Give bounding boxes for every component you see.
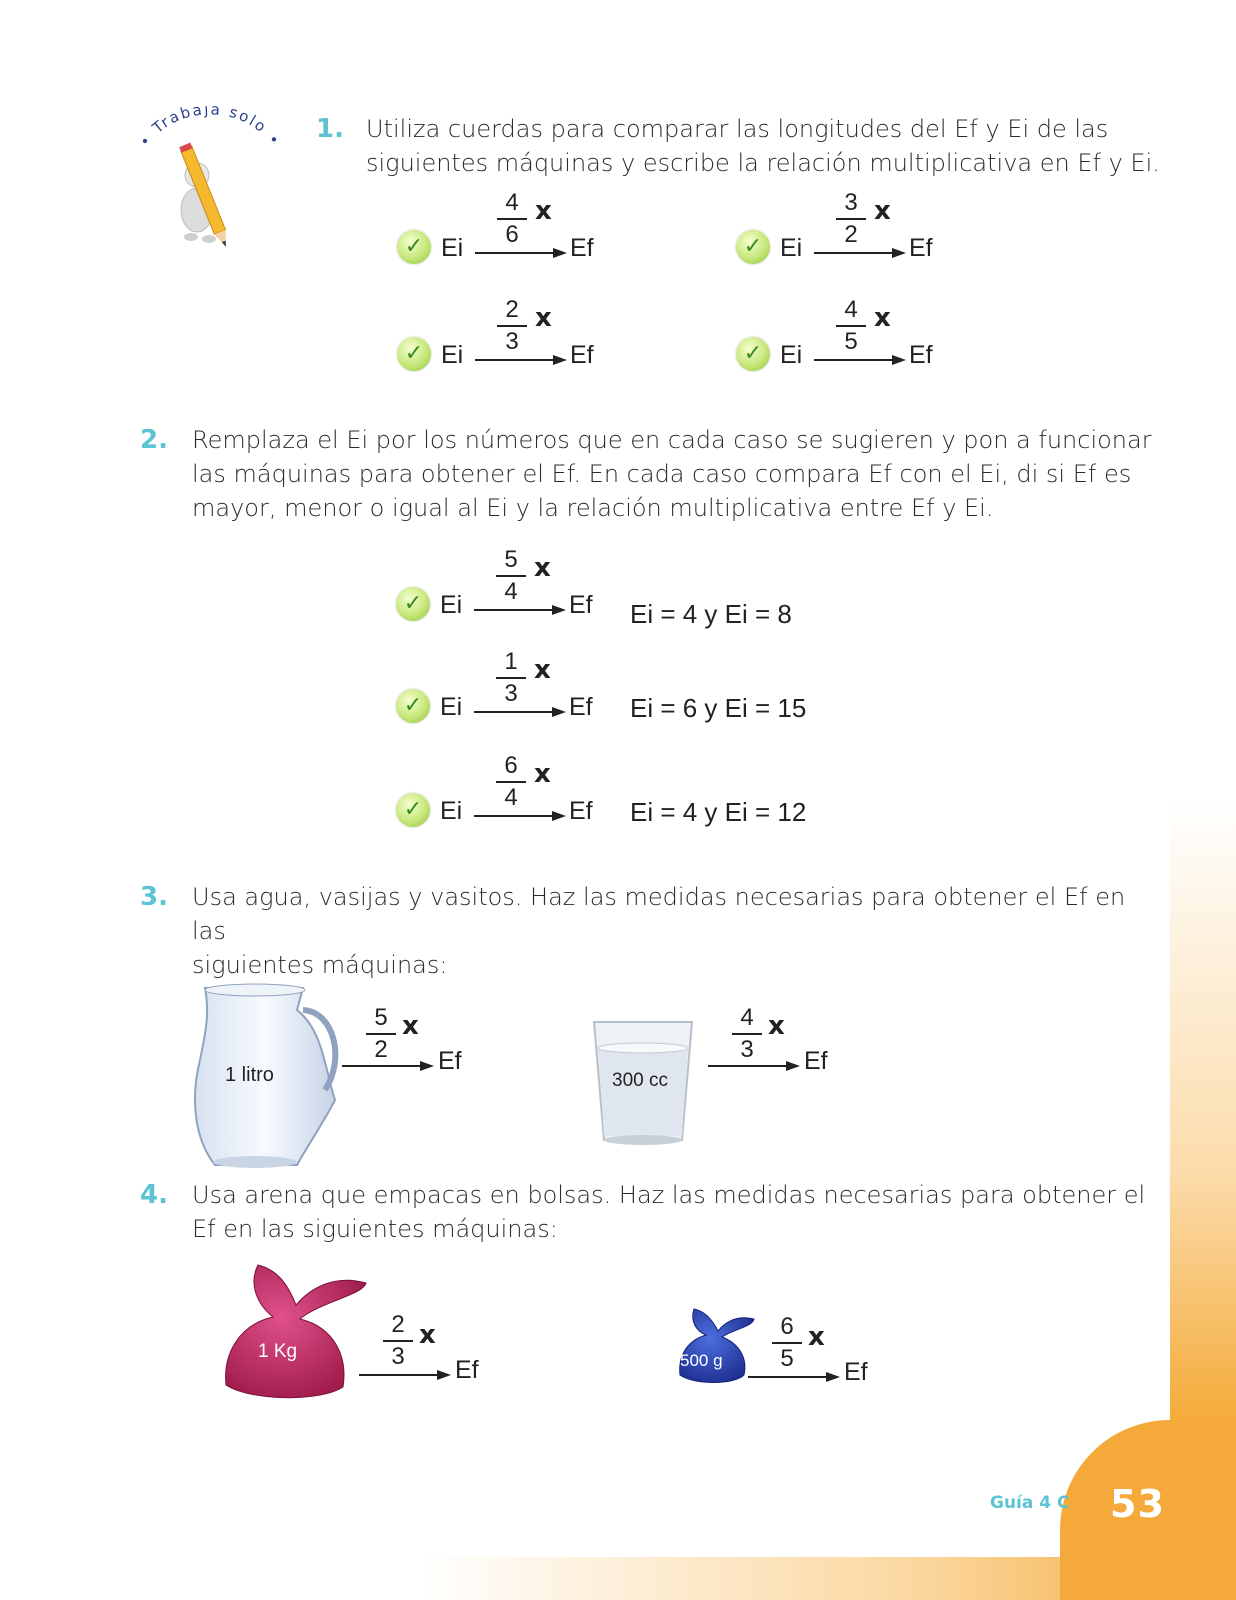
machine-output: Ef — [844, 1358, 868, 1386]
fraction — [732, 1005, 762, 1063]
question-4-text — [192, 1178, 1152, 1246]
times-operator: x — [874, 196, 891, 226]
q2-machine-3 — [396, 751, 816, 831]
fraction-bar — [366, 1033, 396, 1035]
q3-machine-1 — [340, 1005, 580, 1085]
suggested-values: Ei = 4 y Ei = 12 — [630, 797, 807, 827]
fraction-denominator: 3 — [740, 1036, 754, 1063]
arrow-head-icon — [892, 248, 906, 258]
check-icon: ✓ — [397, 230, 431, 264]
fraction — [836, 190, 866, 248]
fraction-denominator: 3 — [504, 680, 518, 707]
q1-machine-3 — [397, 295, 637, 375]
machine-output: Ef — [570, 234, 594, 262]
sand-bag-1kg-image — [218, 1255, 368, 1405]
question-3-text — [192, 880, 1152, 982]
fraction-denominator: 5 — [844, 328, 858, 355]
fraction-numerator: 1 — [504, 648, 518, 675]
question-1-line-2: siguientes máquinas y escribe la relación multiplicativa en Ef y Ei. — [366, 149, 1160, 177]
fraction-numerator: 6 — [780, 1313, 794, 1340]
times-operator: x — [535, 196, 552, 226]
arrow-line — [474, 711, 554, 713]
suggested-values: Ei = 6 y Ei = 15 — [630, 693, 807, 723]
machine-output: Ef — [909, 341, 933, 369]
fraction — [366, 1005, 396, 1063]
times-operator: x — [419, 1320, 436, 1350]
fraction-numerator: 6 — [504, 752, 518, 779]
pink-bag-icon — [218, 1255, 368, 1405]
fraction-bar — [497, 218, 527, 220]
machine-output: Ef — [569, 797, 593, 825]
fraction-bar — [496, 781, 526, 783]
check-icon: ✓ — [397, 337, 431, 371]
fraction — [772, 1314, 802, 1372]
fraction — [836, 297, 866, 355]
fraction — [496, 547, 526, 605]
water-glass-image — [590, 1018, 696, 1148]
arrow-head-icon — [826, 1372, 840, 1382]
fraction — [497, 297, 527, 355]
machine-input: Ei — [440, 591, 463, 619]
fraction-numerator: 4 — [844, 296, 858, 323]
fraction-bar — [836, 325, 866, 327]
bag-1kg-label: 1 Kg — [258, 1341, 298, 1362]
arrow-line — [474, 815, 554, 817]
fraction-bar — [383, 1340, 413, 1342]
fraction-denominator: 4 — [504, 784, 518, 811]
times-operator: x — [534, 553, 551, 583]
question-2-line-1: Remplaza el Ei por los números que en cada caso se sugieren y pon a funcionar — [192, 426, 1152, 454]
jug-label: 1 litro — [225, 1064, 274, 1086]
q2-machine-2 — [396, 647, 816, 727]
machine-input: Ei — [780, 341, 803, 369]
q3-machine-2 — [706, 1005, 946, 1085]
arrow-head-icon — [552, 605, 566, 615]
times-operator: x — [535, 303, 552, 333]
fraction-bar — [496, 575, 526, 577]
q2-machine-1 — [396, 545, 816, 629]
check-icon: ✓ — [736, 230, 770, 264]
arrow-head-icon — [552, 811, 566, 821]
arrow-head-icon — [552, 707, 566, 717]
fraction-bar — [772, 1342, 802, 1344]
fraction-numerator: 2 — [391, 1311, 405, 1338]
fraction-numerator: 4 — [505, 189, 519, 216]
question-4-line-2: Ef en las siguientes máquinas: — [192, 1215, 558, 1243]
fraction-denominator: 2 — [844, 221, 858, 248]
work-alone-badge-text: • Trabaja solo • — [135, 105, 285, 151]
arrow-line — [814, 359, 894, 361]
machine-output: Ef — [455, 1356, 479, 1384]
machine-input: Ei — [441, 341, 464, 369]
fraction-numerator: 4 — [740, 1004, 754, 1031]
q1-machine-2 — [736, 188, 976, 268]
arrow-line — [708, 1065, 788, 1067]
work-alone-illustration — [135, 105, 285, 265]
machine-output: Ef — [438, 1047, 462, 1075]
times-operator: x — [768, 1011, 785, 1041]
q4-machine-2 — [746, 1314, 986, 1394]
arrow-line — [342, 1065, 422, 1067]
arrow-line — [814, 252, 894, 254]
q4-machine-1 — [357, 1312, 597, 1392]
question-1-line-1: Utiliza cuerdas para comparar las longitudes del Ef y Ei de las — [366, 115, 1109, 143]
fraction-numerator: 5 — [504, 546, 518, 573]
fraction — [496, 649, 526, 707]
page-gradient-right — [1170, 800, 1236, 1420]
question-2-line-3: mayor, menor o igual al Ei y la relación multiplicativa entre Ef y Ei. — [192, 494, 994, 522]
arrow-head-icon — [786, 1061, 800, 1071]
page-number: 53 — [1110, 1482, 1165, 1526]
arrow-head-icon — [437, 1370, 451, 1380]
fraction-denominator: 2 — [374, 1036, 388, 1063]
question-1-number: 1. — [316, 114, 344, 144]
question-1-text — [366, 112, 1186, 180]
fraction-numerator: 5 — [374, 1004, 388, 1031]
question-2-line-2: las máquinas para obtener el Ef. En cada caso compara Ef con el Ei, di si Ef es — [192, 460, 1132, 488]
fraction-denominator: 4 — [504, 578, 518, 605]
sand-bag-500g-image — [676, 1305, 756, 1385]
times-operator: x — [402, 1011, 419, 1041]
blue-bag-icon — [676, 1305, 756, 1385]
fraction-bar — [496, 677, 526, 679]
machine-output: Ef — [804, 1047, 828, 1075]
fraction-bar — [732, 1033, 762, 1035]
arrow-line — [475, 252, 555, 254]
question-3-line-2: siguientes máquinas: — [192, 951, 448, 979]
times-operator: x — [534, 759, 551, 789]
fraction-denominator: 5 — [780, 1345, 794, 1372]
machine-input: Ei — [440, 797, 463, 825]
q1-machine-4 — [736, 295, 976, 375]
water-jug-image — [185, 980, 345, 1175]
fraction — [496, 753, 526, 811]
fraction-denominator: 3 — [391, 1343, 405, 1370]
machine-input: Ei — [440, 693, 463, 721]
arrow-head-icon — [553, 248, 567, 258]
arrow-line — [474, 609, 554, 611]
machine-output: Ef — [569, 693, 593, 721]
question-2-number: 2. — [140, 425, 168, 455]
check-icon: ✓ — [396, 793, 430, 827]
fraction — [497, 190, 527, 248]
fraction-numerator: 2 — [505, 296, 519, 323]
machine-output: Ef — [569, 591, 593, 619]
fraction-denominator: 6 — [505, 221, 519, 248]
arrow-line — [359, 1374, 439, 1376]
suggested-values: Ei = 4 y Ei = 8 — [630, 599, 792, 629]
fraction-bar — [497, 325, 527, 327]
fraction-denominator: 3 — [505, 328, 519, 355]
arrow-line — [475, 359, 555, 361]
machine-input: Ei — [780, 234, 803, 262]
check-icon: ✓ — [396, 689, 430, 723]
fraction — [383, 1312, 413, 1370]
check-icon: ✓ — [736, 337, 770, 371]
svg-text:• Trabaja solo • — [135, 105, 284, 150]
question-3-line-1: Usa agua, vasijas y vasitos. Haz las medidas necesarias para obtener el Ef en las — [192, 883, 1126, 945]
arrow-head-icon — [553, 355, 567, 365]
times-operator: x — [534, 655, 551, 685]
fraction-numerator: 3 — [844, 189, 858, 216]
arrow-line — [748, 1376, 828, 1378]
machine-output: Ef — [909, 234, 933, 262]
work-alone-badge — [135, 105, 285, 265]
arrow-head-icon — [420, 1061, 434, 1071]
bag-500g-label: 500 g — [680, 1351, 723, 1370]
machine-output: Ef — [570, 341, 594, 369]
check-icon: ✓ — [396, 587, 430, 621]
question-3-number: 3. — [140, 882, 168, 912]
fraction-bar — [836, 218, 866, 220]
q1-machine-1 — [397, 188, 637, 268]
question-4-number: 4. — [140, 1180, 168, 1210]
question-4-line-1: Usa arena que empacas en bolsas. Haz las medidas necesarias para obtener el — [192, 1181, 1146, 1209]
times-operator: x — [808, 1322, 825, 1352]
times-operator: x — [874, 303, 891, 333]
machine-input: Ei — [441, 234, 464, 262]
question-2-text — [192, 423, 1152, 525]
guide-label: Guía 4 C — [990, 1493, 1070, 1513]
arrow-head-icon — [892, 355, 906, 365]
glass-label: 300 cc — [612, 1070, 668, 1091]
